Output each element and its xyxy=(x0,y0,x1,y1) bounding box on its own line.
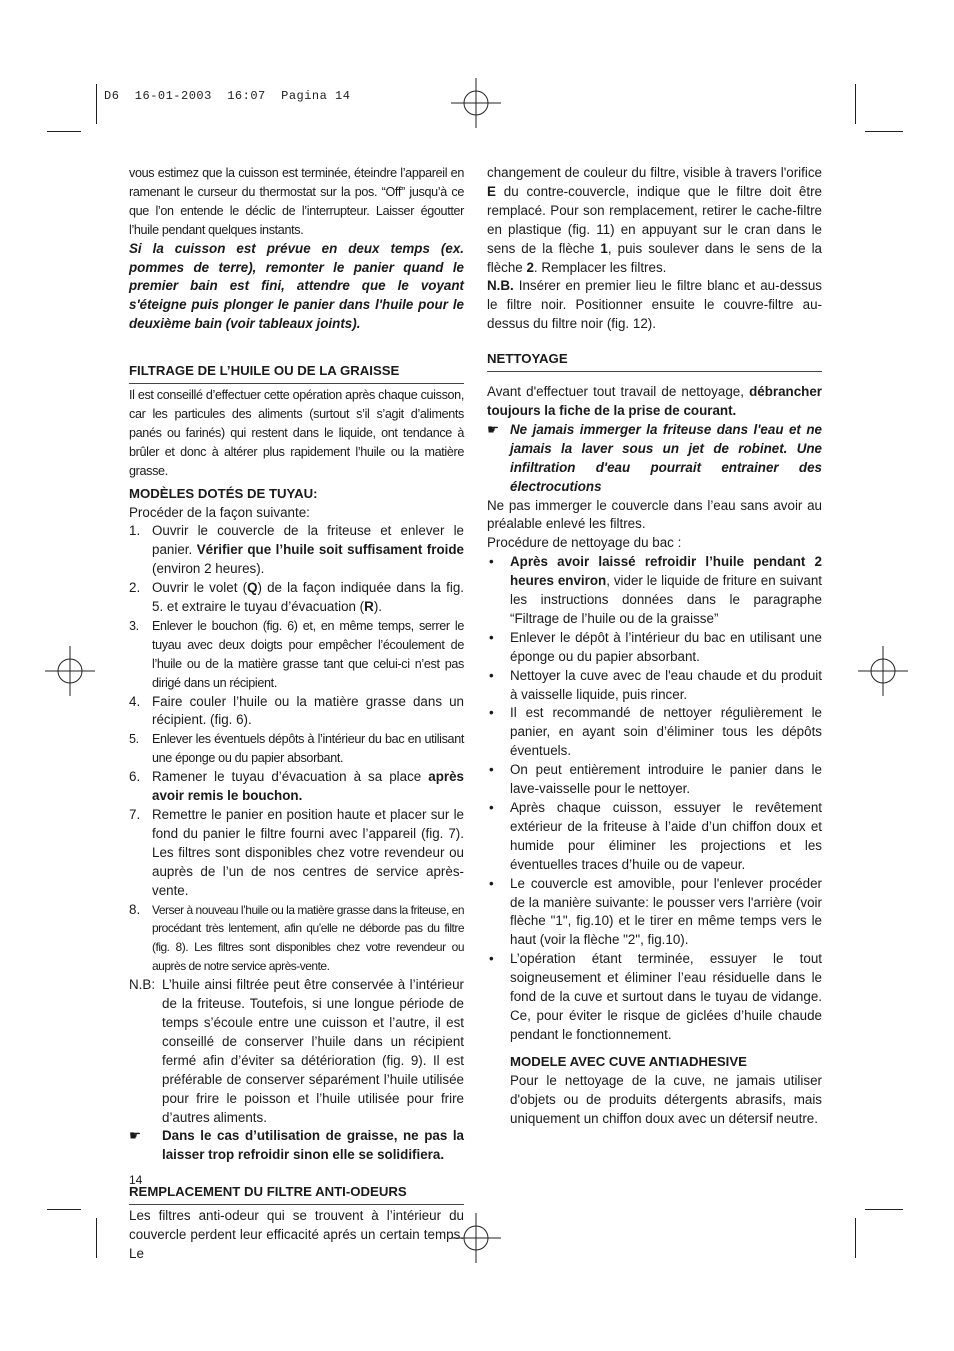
bullet-icon: • xyxy=(489,800,494,815)
procedure-paragraph: Procédure de nettoyage du bac : xyxy=(487,535,682,551)
list-item: • On peut entièrement introduire le panier dans le lave-vaisselle pour le nettoyer. xyxy=(489,762,822,797)
warning-note: ☛ Dans le cas d’utilisation de graisse, ne pas la laisser trop refroidir sinon elle se solidifiera. xyxy=(129,1128,464,1163)
list-item: 1. Ouvrir le couvercle de la friteuse et enlever le panier. Vérifier que l’huile soit suffisament froide (environ 2 heures). xyxy=(129,523,464,577)
crop-mark xyxy=(855,84,856,124)
list-item: 3. Enlever le bouchon (fig. 6) et, en même temps, serrer le tuyau avec deux doigts pour empêcher l’écoulement de l’huile ou de la matière grasse tant que celui-ci n’est pas dirigé dans un récipient. xyxy=(129,618,464,690)
nettoyage-intro: Avant d'effectuer tout travail de nettoyage, débrancher toujours la fiche de la prise de courant. xyxy=(487,384,822,418)
section-heading-nettoyage: NETTOYAGE xyxy=(487,350,822,372)
crop-mark xyxy=(96,1218,97,1258)
crop-mark xyxy=(47,1209,81,1210)
remplacement-paragraph: Les filtres anti-odeur qui se trouvent à l’intérieur du couvercle perdent leur efficacité aprés un certain temps. Le xyxy=(129,1208,464,1261)
bullet-icon: • xyxy=(489,762,494,778)
nb-filter-note: N.B. Insérer en premier lieu le filtre blanc et au-dessus le filtre noir. Positionner ensuite le couvre-filtre au-dessus du filtre noir (fig. 12). xyxy=(487,278,822,332)
list-item: 5. Enlever les éventuels dépôts à l’intérieur du bac en utilisant une éponge ou du papier absorbant. xyxy=(129,732,464,766)
list-item: • Le couvercle est amovible, pour l'enlever procéder de la manière suivante: le pousser vers l'arrière (voir flèche "1", fig.10) et le tirer en même temps vers le haut (voir la flèche "2", fig.10). xyxy=(489,875,822,948)
list-item: 4. Faire couler l’huile ou la matière grasse dans un récipient. (fig. 6). xyxy=(129,693,464,728)
antiadhesive-paragraph: Pour le nettoyage de la cuve, ne jamais utiliser d'objets ou de produits détergents abrasifs, mais uniquement un chiffon doux avec un détersif neutre. xyxy=(510,1072,822,1126)
crop-mark xyxy=(865,131,903,132)
subheading-antiadhesive: MODELE AVEC CUVE ANTIADHESIVE xyxy=(510,1053,747,1069)
subheading-modeles: MODÈLES DOTÉS DE TUYAU: xyxy=(129,485,318,501)
crop-mark xyxy=(855,1218,856,1258)
list-item: • Après chaque cuisson, essuyer le revêtement extérieur de la friteuse à l’aide d’un chiffon doux et humide pour éliminer les projections et les éventuelles traces d’huile ou de vapeur. xyxy=(489,800,822,872)
bullet-icon: • xyxy=(489,951,494,967)
section-heading-filtrage: FILTRAGE DE L’HUILE OU DE LA GRAISSE xyxy=(129,362,464,384)
crop-mark xyxy=(47,131,81,132)
filtrage-paragraph: Il est conseillé d’effectuer cette opération après chaque cuisson, car les particules des aliments (surtout s’il s’agit d’aliments panés ou farinés) qui restent dans le liquide, ont tendance à brûler et donc à altérer plus rapidement l’huile ou la matière grasse. xyxy=(129,388,464,478)
bullet-icon: • xyxy=(489,629,494,645)
list-item: • Nettoyer la cuve avec de l'eau chaude et du produit à vaisselle liquide, puis rincer. xyxy=(489,667,822,702)
registration-mark-icon xyxy=(451,78,501,128)
bullet-icon: • xyxy=(489,667,494,683)
intro-paragraph: vous estimez que la cuisson est terminée, éteindre l’appareil en ramenant le curseur du thermostat sur la pos. “Off” jusqu’à ce que l’on entende le déclic de l’interrupteur. Laisser égoutter l’huile pendant quelques instants. xyxy=(129,166,464,237)
list-item: 6. Ramener le tuyau d’évacuation à sa place après avoir remis le bouchon. xyxy=(129,769,464,804)
right-column xyxy=(487,164,822,1128)
list-item: 7. Remettre le panier en position haute et placer sur le fond du panier le filtre fourni avec l’appareil (fig. 7). Les filtres sont disponibles chez votre revendeur ou auprès de l’un de nos centres de service après-vente. xyxy=(129,807,464,898)
couvercle-paragraph: Ne pas immerger le couvercle dans l’eau sans avoir au préalable enlevé les filtres. xyxy=(487,497,822,532)
bullet-icon: • xyxy=(489,705,494,721)
list-item: • Il est recommandé de nettoyer régulièrement le panier, en ayant soin d’éliminer tous les dépôts éventuels. xyxy=(489,705,822,759)
list-item: 2. Ouvrir le volet (Q) de la façon indiquée dans la fig. 5. et extraire le tuyau d’évacuation (R). xyxy=(129,580,465,615)
registration-mark-icon xyxy=(45,646,95,696)
remplacement-continued: changement de couleur du filtre, visible à travers l'orifice E du contre-couvercle, indique que le filtre doit être remplacé. Pour son remplacement, retirer le cache-filtre en plastique (fig. 11) en appuyant sur le cran dans le sens de la flèche 1, puis soulever dans le sens de la flèche 2. Remplacer les filtres. xyxy=(487,165,822,275)
section-heading-remplacement: REMPLACEMENT DU FILTRE ANTI-ODEURS xyxy=(129,1183,464,1205)
list-item: • L’opération étant terminée, essuyer le tout soigneusement et éliminer l’eau résiduelle dans le fond de la cuve et surtout dans le tuyau de vidange. Ce, pour éviter le risque de giclées d’huile chaude pendant le fonctionnement. xyxy=(489,951,822,1042)
modeles-intro: Procéder de la façon suivante: xyxy=(129,504,310,520)
left-column xyxy=(129,164,464,1264)
nb-note: N.B: L’huile ainsi filtrée peut être conservée à l’intérieur de la friteuse. Toutefois, si une longue période de temps s’écoule entre une cuisson et l’autre, il est conseillé de conserver l’huile dans un récipient fermé afin d’éviter sa détérioration (fig. 9). Il est préférable de conserver séparément l’huile utilisée pour frire le poisson et l’huile utilisée pour frire d’autres aliments. xyxy=(129,977,464,1125)
bullet-icon: • xyxy=(489,554,494,570)
intro-bold-paragraph: Si la cuisson est prévue en deux temps (ex. pommes de terre), remonter le panier quand le premier bain est fini, attendre que le voyant s'éteigne puis plonger le panier dans l'huile pour le deuxième bain (voir tableaux joints). xyxy=(129,240,464,332)
hand-pointer-icon: ☛ xyxy=(129,1128,142,1144)
bullet-icon: • xyxy=(489,875,494,891)
list-item: • Après avoir laissé refroidir l’huile pendant 2 heures environ, vider le liquide de friture en suivant les instructions données dans le paragraphe “Filtrage de l’huile ou de la graisse” xyxy=(489,554,822,626)
hand-pointer-icon: ☛ xyxy=(487,421,500,437)
print-slug: D6 16-01-2003 16:07 Pagina 14 xyxy=(104,89,351,103)
crop-mark xyxy=(865,1209,903,1210)
registration-mark-icon xyxy=(858,646,908,696)
page-number: 14 xyxy=(129,1173,143,1187)
warning-note: ☛ Ne jamais immerger la friteuse dans l'eau et ne jamais la laver sous un jet de robinet. Une infiltration d'eau pourrait entrainer des électrocutions xyxy=(487,421,822,494)
list-item: • Enlever le dépôt à l’intérieur du bac en utilisant une éponge ou du papier absorbant. xyxy=(489,629,822,664)
crop-mark xyxy=(96,84,97,124)
list-item: 8. Verser à nouveau l’huile ou la matière grasse dans la friteuse, en procédant très lentement, afin qu’elle ne déborde pas du filtre (fig. 8). Les filtres sont disponibles chez votre revendeur ou auprès de notre service après-vente. xyxy=(129,901,464,974)
